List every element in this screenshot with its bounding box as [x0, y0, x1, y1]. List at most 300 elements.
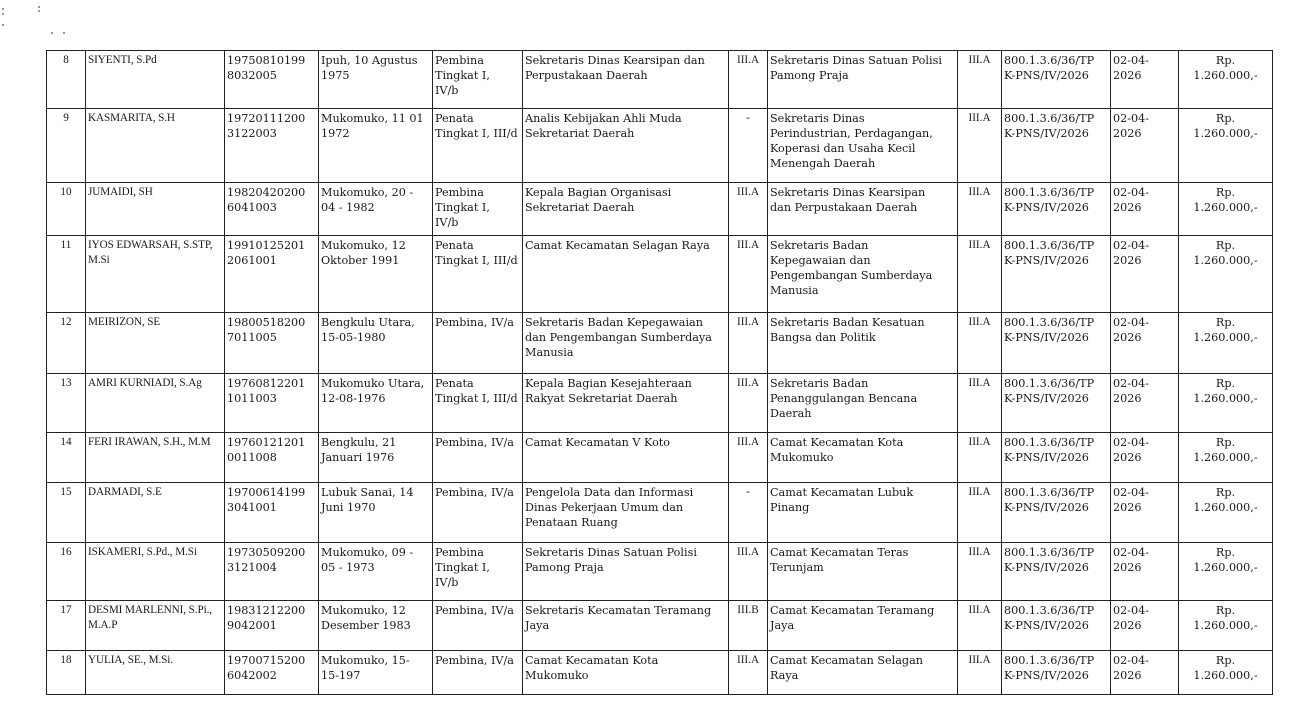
- birth-place-date-line: Ipuh, 10 Agustus: [321, 54, 418, 67]
- nip-line: 19750810199: [227, 54, 306, 67]
- nip-cell: [225, 183, 319, 236]
- table-body: [47, 51, 1273, 695]
- new-position-line: Kepegawaian dan: [770, 254, 871, 267]
- old-position-line: Rakyat Sekretariat Daerah: [525, 392, 678, 405]
- nip-line: 19720111200: [227, 112, 306, 125]
- nip-line: 19910125201: [227, 239, 306, 252]
- birth-place-date-line: 12-08-1976: [321, 392, 386, 405]
- old-position-line: dan Pengembangan Sumberdaya: [525, 331, 712, 344]
- decree-date-line: 2026: [1113, 561, 1142, 574]
- new-position-line: Camat Kecamatan Teramang: [770, 604, 935, 617]
- old-position-line: Sekretariat Daerah: [525, 201, 635, 214]
- scan-speck: [63, 32, 65, 34]
- nip-line: 19831212200: [227, 604, 306, 617]
- old-position-cell: [523, 51, 729, 109]
- old-echelon-cell: -: [729, 483, 768, 543]
- old-position-cell: [523, 236, 729, 313]
- birth-place-date-cell: [319, 601, 433, 651]
- decree-number-line: 800.1.3.6/36/TP: [1004, 604, 1095, 617]
- new-position-cell: [768, 543, 958, 601]
- decree-number-cell: [1002, 51, 1111, 109]
- rank-line: Pembina, IV/a: [435, 654, 514, 667]
- employee-name-cell: FERI IRAWAN, S.H., M.M: [86, 433, 225, 483]
- allowance-cell: [1179, 374, 1273, 433]
- birth-place-date-cell: [319, 183, 433, 236]
- new-position-line: Raya: [770, 669, 799, 682]
- nip-cell: [225, 433, 319, 483]
- rank-cell: [433, 236, 523, 313]
- decree-number-line: 800.1.3.6/36/TP: [1004, 316, 1095, 329]
- decree-date-cell: [1111, 236, 1179, 313]
- decree-number-line: 800.1.3.6/36/TP: [1004, 112, 1095, 125]
- new-position-line: Daerah: [770, 407, 812, 420]
- rank-line: Penata: [435, 377, 474, 390]
- new-position-cell: [768, 236, 958, 313]
- rank-cell: [433, 601, 523, 651]
- rank-line: Penata: [435, 112, 474, 125]
- birth-place-date-line: 04 - 1982: [321, 201, 375, 214]
- birth-place-date-cell: [319, 313, 433, 374]
- decree-number-line: K-PNS/IV/2026: [1004, 127, 1089, 140]
- birth-place-date-line: 1972: [321, 127, 350, 140]
- allowance-line: Rp.: [1215, 54, 1236, 67]
- new-echelon-cell: III.A: [958, 183, 1002, 236]
- old-position-cell: [523, 313, 729, 374]
- old-echelon-cell: -: [729, 109, 768, 183]
- old-position-line: Sekretaris Dinas Satuan Polisi: [525, 546, 697, 559]
- rank-cell: [433, 483, 523, 543]
- old-position-line: Jaya: [525, 619, 550, 632]
- birth-place-date-line: Mukomuko, 12: [321, 604, 406, 617]
- employee-name-cell: SIYENTI, S.Pd: [86, 51, 225, 109]
- table-row: [47, 433, 1273, 483]
- birth-place-date-line: Lubuk Sanai, 14: [321, 486, 414, 499]
- old-position-cell: [523, 601, 729, 651]
- nip-line: 3122003: [227, 127, 277, 140]
- birth-place-date-line: Januari 1976: [321, 451, 395, 464]
- nip-line: 7011005: [227, 331, 277, 344]
- nip-cell: [225, 601, 319, 651]
- decree-number-line: K-PNS/IV/2026: [1004, 392, 1089, 405]
- new-position-line: Camat Kecamatan Kota: [770, 436, 904, 449]
- decree-date-line: 2026: [1113, 501, 1142, 514]
- nip-line: 0011008: [227, 451, 277, 464]
- old-position-line: Penataan Ruang: [525, 516, 618, 529]
- decree-number-cell: [1002, 543, 1111, 601]
- nip-line: 8032005: [227, 69, 277, 82]
- old-position-cell: [523, 483, 729, 543]
- employee-name-cell: ISKAMERI, S.Pd., M.Si: [86, 543, 225, 601]
- old-echelon-cell: III.A: [729, 543, 768, 601]
- table-row: [47, 236, 1273, 313]
- decree-date-cell: [1111, 483, 1179, 543]
- decree-date-line: 2026: [1113, 69, 1142, 82]
- new-position-cell: [768, 374, 958, 433]
- rank-line: Pembina, IV/a: [435, 316, 514, 329]
- decree-date-line: 2026: [1113, 669, 1142, 682]
- new-position-line: dan Perpustakaan Daerah: [770, 201, 918, 214]
- decree-date-line: 02-04-: [1113, 654, 1150, 667]
- decree-number-line: 800.1.3.6/36/TP: [1004, 186, 1095, 199]
- row-number-cell: 13: [47, 374, 86, 433]
- allowance-line: Rp.: [1215, 377, 1236, 390]
- decree-date-cell: [1111, 313, 1179, 374]
- allowance-cell: [1179, 236, 1273, 313]
- old-position-line: Sekretariat Daerah: [525, 127, 635, 140]
- birth-place-date-line: Mukomuko, 15-: [321, 654, 410, 667]
- new-position-cell: [768, 313, 958, 374]
- decree-number-line: K-PNS/IV/2026: [1004, 451, 1089, 464]
- old-position-cell: [523, 651, 729, 695]
- old-position-cell: [523, 433, 729, 483]
- new-echelon-cell: III.A: [958, 374, 1002, 433]
- birth-place-date-line: Mukomuko, 09 -: [321, 546, 414, 559]
- rank-line: IV/b: [435, 216, 459, 229]
- rank-cell: [433, 543, 523, 601]
- nip-line: 9042001: [227, 619, 277, 632]
- rank-line: IV/b: [435, 576, 459, 589]
- new-echelon-cell: III.A: [958, 483, 1002, 543]
- new-echelon-cell: III.A: [958, 651, 1002, 695]
- decree-number-line: K-PNS/IV/2026: [1004, 669, 1089, 682]
- new-echelon-cell: III.A: [958, 313, 1002, 374]
- new-position-line: Pinang: [770, 501, 810, 514]
- nip-cell: [225, 236, 319, 313]
- decree-number-line: K-PNS/IV/2026: [1004, 69, 1089, 82]
- allowance-line: 1.260.000,-: [1193, 69, 1258, 82]
- allowance-line: 1.260.000,-: [1193, 392, 1258, 405]
- allowance-line: 1.260.000,-: [1193, 331, 1258, 344]
- old-position-cell: [523, 543, 729, 601]
- row-number-cell: 15: [47, 483, 86, 543]
- decree-number-line: 800.1.3.6/36/TP: [1004, 377, 1095, 390]
- old-echelon-cell: III.A: [729, 313, 768, 374]
- nip-cell: [225, 51, 319, 109]
- scan-speck: [51, 32, 53, 34]
- old-echelon-cell: III.A: [729, 51, 768, 109]
- allowance-cell: [1179, 483, 1273, 543]
- rank-cell: [433, 433, 523, 483]
- decree-date-line: 2026: [1113, 331, 1142, 344]
- birth-place-date-line: Desember 1983: [321, 619, 411, 632]
- decree-number-line: K-PNS/IV/2026: [1004, 254, 1089, 267]
- new-position-line: Sekretaris Badan: [770, 239, 869, 252]
- new-position-line: Camat Kecamatan Teras: [770, 546, 909, 559]
- old-echelon-cell: III.A: [729, 183, 768, 236]
- decree-date-line: 02-04-: [1113, 316, 1150, 329]
- new-position-line: Sekretaris Dinas: [770, 112, 865, 125]
- allowance-line: Rp.: [1215, 316, 1236, 329]
- new-position-cell: [768, 483, 958, 543]
- old-position-line: Perpustakaan Daerah: [525, 69, 648, 82]
- new-position-line: Sekretaris Badan: [770, 377, 869, 390]
- old-position-line: Pamong Praja: [525, 561, 604, 574]
- rank-line: Pembina: [435, 546, 484, 559]
- new-position-line: Koperasi dan Usaha Kecil: [770, 142, 916, 155]
- nip-cell: [225, 109, 319, 183]
- old-position-line: Dinas Pekerjaan Umum dan: [525, 501, 684, 514]
- nip-line: 19760812201: [227, 377, 306, 390]
- employee-name-cell: AMRI KURNIADI, S.Ag: [86, 374, 225, 433]
- nip-line: 1011003: [227, 392, 277, 405]
- decree-number-cell: [1002, 651, 1111, 695]
- decree-date-cell: [1111, 51, 1179, 109]
- row-number-cell: 18: [47, 651, 86, 695]
- rank-line: Pembina, IV/a: [435, 486, 514, 499]
- allowance-cell: [1179, 313, 1273, 374]
- decree-number-cell: [1002, 313, 1111, 374]
- decree-number-line: 800.1.3.6/36/TP: [1004, 654, 1095, 667]
- new-echelon-cell: III.A: [958, 51, 1002, 109]
- nip-line: 19700614199: [227, 486, 306, 499]
- employee-name-cell: MEIRIZON, SE: [86, 313, 225, 374]
- old-position-line: Mukomuko: [525, 669, 589, 682]
- nip-cell: [225, 651, 319, 695]
- old-position-line: Kepala Bagian Kesejahteraan: [525, 377, 692, 390]
- birth-place-date-cell: [319, 651, 433, 695]
- table-row: [47, 651, 1273, 695]
- scan-speck: [2, 13, 4, 15]
- nip-line: 19760121201: [227, 436, 306, 449]
- nip-line: 19820420200: [227, 186, 306, 199]
- rank-cell: [433, 374, 523, 433]
- nip-line: 6042002: [227, 669, 277, 682]
- new-position-line: Camat Kecamatan Selagan: [770, 654, 923, 667]
- decree-date-line: 02-04-: [1113, 239, 1150, 252]
- new-echelon-cell: III.A: [958, 543, 1002, 601]
- new-position-line: Mukomuko: [770, 451, 834, 464]
- rank-line: Pembina, IV/a: [435, 604, 514, 617]
- row-number-cell: 17: [47, 601, 86, 651]
- allowance-cell: [1179, 109, 1273, 183]
- old-position-cell: [523, 374, 729, 433]
- nip-line: 19730509200: [227, 546, 306, 559]
- rank-line: IV/b: [435, 84, 459, 97]
- new-position-line: Pamong Praja: [770, 69, 849, 82]
- employee-name-cell: DARMADI, S.E: [86, 483, 225, 543]
- birth-place-date-line: 1975: [321, 69, 350, 82]
- decree-date-line: 2026: [1113, 392, 1142, 405]
- decree-date-line: 02-04-: [1113, 54, 1150, 67]
- allowance-cell: [1179, 51, 1273, 109]
- new-position-cell: [768, 183, 958, 236]
- scan-speck: [2, 8, 4, 10]
- rank-line: Pembina: [435, 186, 484, 199]
- birth-place-date-cell: [319, 236, 433, 313]
- birth-place-date-line: Bengkulu, 21: [321, 436, 397, 449]
- employee-name-cell: DESMI MARLENNI, S.Pi., M.A.P: [86, 601, 225, 651]
- nip-line: 2061001: [227, 254, 277, 267]
- birth-place-date-cell: [319, 483, 433, 543]
- rank-line: Tingkat I,: [435, 561, 490, 574]
- old-position-line: Kepala Bagian Organisasi: [525, 186, 672, 199]
- rank-line: Tingkat I,: [435, 201, 490, 214]
- nip-cell: [225, 543, 319, 601]
- decree-date-cell: [1111, 543, 1179, 601]
- row-number-cell: 8: [47, 51, 86, 109]
- nip-line: 6041003: [227, 201, 277, 214]
- decree-date-line: 02-04-: [1113, 546, 1150, 559]
- employee-name-cell: IYOS EDWARSAH, S.STP, M.Si: [86, 236, 225, 313]
- old-echelon-cell: III.B: [729, 601, 768, 651]
- old-position-cell: [523, 183, 729, 236]
- old-position-line: Camat Kecamatan Selagan Raya: [525, 239, 710, 252]
- new-position-line: Sekretaris Dinas Satuan Polisi: [770, 54, 942, 67]
- decree-number-cell: [1002, 433, 1111, 483]
- decree-number-line: 800.1.3.6/36/TP: [1004, 546, 1095, 559]
- new-position-cell: [768, 601, 958, 651]
- table-row: [47, 543, 1273, 601]
- birth-place-date-line: 15-197: [321, 669, 361, 682]
- decree-date-line: 2026: [1113, 201, 1142, 214]
- new-position-line: Terunjam: [770, 561, 824, 574]
- allowance-cell: [1179, 183, 1273, 236]
- nip-line: 3041001: [227, 501, 277, 514]
- allowance-line: Rp.: [1215, 436, 1236, 449]
- table-row: [47, 374, 1273, 433]
- nip-line: 19800518200: [227, 316, 306, 329]
- decree-date-line: 02-04-: [1113, 377, 1150, 390]
- rank-cell: [433, 183, 523, 236]
- old-position-line: Sekretaris Dinas Kearsipan dan: [525, 54, 705, 67]
- new-position-line: Sekretaris Badan Kesatuan: [770, 316, 925, 329]
- decree-date-cell: [1111, 109, 1179, 183]
- decree-number-line: 800.1.3.6/36/TP: [1004, 54, 1095, 67]
- old-position-line: Sekretaris Kecamatan Teramang: [525, 604, 712, 617]
- allowance-line: 1.260.000,-: [1193, 451, 1258, 464]
- row-number-cell: 9: [47, 109, 86, 183]
- decree-date-cell: [1111, 433, 1179, 483]
- nip-cell: [225, 483, 319, 543]
- decree-number-cell: [1002, 483, 1111, 543]
- new-echelon-cell: III.A: [958, 236, 1002, 313]
- allowance-line: 1.260.000,-: [1193, 619, 1258, 632]
- new-echelon-cell: III.A: [958, 601, 1002, 651]
- allowance-cell: [1179, 651, 1273, 695]
- table-row: [47, 51, 1273, 109]
- scan-speck: [38, 6, 40, 8]
- decree-date-line: 02-04-: [1113, 486, 1150, 499]
- new-position-line: Jaya: [770, 619, 795, 632]
- decree-date-line: 2026: [1113, 254, 1142, 267]
- new-position-cell: [768, 109, 958, 183]
- scan-speck: [38, 10, 40, 12]
- rank-line: Tingkat I,: [435, 69, 490, 82]
- decree-date-line: 02-04-: [1113, 604, 1150, 617]
- decree-date-line: 2026: [1113, 619, 1142, 632]
- decree-date-line: 2026: [1113, 127, 1142, 140]
- rank-cell: [433, 109, 523, 183]
- decree-date-line: 02-04-: [1113, 186, 1150, 199]
- decree-number-line: K-PNS/IV/2026: [1004, 561, 1089, 574]
- decree-number-line: 800.1.3.6/36/TP: [1004, 239, 1095, 252]
- decree-number-cell: [1002, 374, 1111, 433]
- rank-cell: [433, 651, 523, 695]
- decree-date-cell: [1111, 374, 1179, 433]
- old-position-line: Camat Kecamatan Kota: [525, 654, 659, 667]
- rank-line: Pembina: [435, 54, 484, 67]
- birth-place-date-line: Mukomuko, 11 01: [321, 112, 424, 125]
- employee-name-cell: KASMARITA, S.H: [86, 109, 225, 183]
- birth-place-date-line: Mukomuko Utara,: [321, 377, 425, 390]
- birth-place-date-cell: [319, 109, 433, 183]
- new-position-line: Pengembangan Sumberdaya: [770, 269, 933, 282]
- table-row: [47, 183, 1273, 236]
- old-echelon-cell: III.A: [729, 374, 768, 433]
- allowance-line: 1.260.000,-: [1193, 501, 1258, 514]
- allowance-cell: [1179, 601, 1273, 651]
- table-row: [47, 109, 1273, 183]
- row-number-cell: 11: [47, 236, 86, 313]
- decree-number-line: K-PNS/IV/2026: [1004, 331, 1089, 344]
- rank-line: Penata: [435, 239, 474, 252]
- new-position-line: Perindustrian, Perdagangan,: [770, 127, 933, 140]
- allowance-line: Rp.: [1215, 486, 1236, 499]
- birth-place-date-line: Oktober 1991: [321, 254, 400, 267]
- new-position-cell: [768, 433, 958, 483]
- allowance-line: 1.260.000,-: [1193, 254, 1258, 267]
- birth-place-date-line: 05 - 1973: [321, 561, 375, 574]
- row-number-cell: 14: [47, 433, 86, 483]
- table-row: [47, 483, 1273, 543]
- allowance-cell: [1179, 543, 1273, 601]
- rank-cell: [433, 313, 523, 374]
- allowance-line: 1.260.000,-: [1193, 669, 1258, 682]
- table-row: [47, 313, 1273, 374]
- old-position-line: Sekretaris Badan Kepegawaian: [525, 316, 703, 329]
- row-number-cell: 12: [47, 313, 86, 374]
- decree-number-cell: [1002, 601, 1111, 651]
- decree-date-cell: [1111, 651, 1179, 695]
- old-echelon-cell: III.A: [729, 236, 768, 313]
- nip-line: 3121004: [227, 561, 277, 574]
- employee-name-cell: YULIA, SE., M.Si.: [86, 651, 225, 695]
- employee-transfer-table: [46, 50, 1273, 695]
- decree-number-line: 800.1.3.6/36/TP: [1004, 486, 1095, 499]
- allowance-line: Rp.: [1215, 604, 1236, 617]
- birth-place-date-line: Mukomuko, 12: [321, 239, 406, 252]
- old-position-line: Pengelola Data dan Informasi: [525, 486, 694, 499]
- decree-date-cell: [1111, 183, 1179, 236]
- decree-number-line: K-PNS/IV/2026: [1004, 201, 1089, 214]
- allowance-cell: [1179, 433, 1273, 483]
- rank-line: Tingkat I, III/d: [435, 127, 518, 140]
- allowance-line: 1.260.000,-: [1193, 561, 1258, 574]
- allowance-line: Rp.: [1215, 654, 1236, 667]
- old-position-cell: [523, 109, 729, 183]
- decree-number-line: 800.1.3.6/36/TP: [1004, 436, 1095, 449]
- old-echelon-cell: III.A: [729, 651, 768, 695]
- employee-name-cell: JUMAIDI, SH: [86, 183, 225, 236]
- allowance-line: 1.260.000,-: [1193, 201, 1258, 214]
- new-position-line: Camat Kecamatan Lubuk: [770, 486, 914, 499]
- decree-date-line: 02-04-: [1113, 436, 1150, 449]
- decree-number-cell: [1002, 236, 1111, 313]
- row-number-cell: 16: [47, 543, 86, 601]
- old-echelon-cell: III.A: [729, 433, 768, 483]
- new-position-cell: [768, 51, 958, 109]
- nip-line: 19700715200: [227, 654, 306, 667]
- allowance-line: Rp.: [1215, 239, 1236, 252]
- birth-place-date-cell: [319, 543, 433, 601]
- birth-place-date-cell: [319, 51, 433, 109]
- new-position-cell: [768, 651, 958, 695]
- new-echelon-cell: III.A: [958, 109, 1002, 183]
- new-echelon-cell: III.A: [958, 433, 1002, 483]
- decree-number-line: K-PNS/IV/2026: [1004, 501, 1089, 514]
- birth-place-date-line: 15-05-1980: [321, 331, 386, 344]
- allowance-line: Rp.: [1215, 546, 1236, 559]
